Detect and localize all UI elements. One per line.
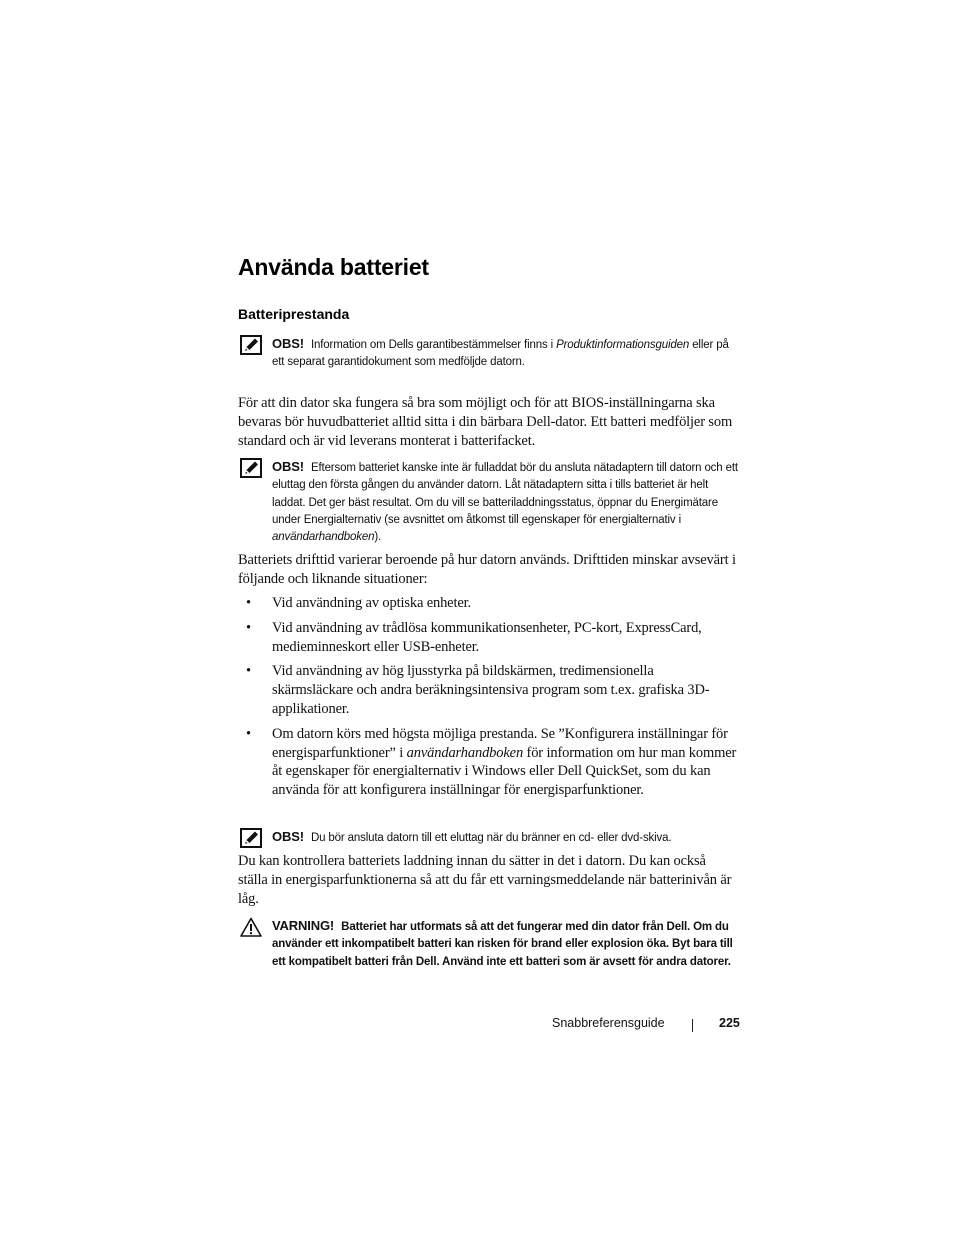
page-title: Använda batteriet <box>238 254 429 280</box>
bullet-list <box>238 594 738 806</box>
note-body: Eftersom batteriet kanske inte är fulladdat bör du ansluta nätadaptern till datorn och ett eluttag den första gången du använder datorn. Låt nätadaptern sitta i tills batteriet är helt laddat. Det ger bäst resultat. Om du vill se batteriladdningsstatus, öppnar du Energimätare under Energialternativ (se avsnittet om åtkomst till egenskaper för energialternativ i <box>272 462 738 526</box>
list-item-text: Vid användning av trådlösa kommunikationsenheter, PC-kort, ExpressCard, medieminneskort eller USB-enheter. <box>272 619 702 655</box>
note-text <box>272 828 738 847</box>
note-body: Information om Dells garantibestämmelser finns i <box>310 339 554 351</box>
note-box <box>238 458 738 546</box>
note-pencil-icon <box>240 458 262 478</box>
note-body: eller på ett separat garantidokument som medföljde datorn. <box>272 339 729 369</box>
warning-box <box>238 917 738 971</box>
list-item <box>238 594 738 613</box>
bullet-glyph: • <box>246 663 251 680</box>
note-body: ). <box>374 531 382 544</box>
body-paragraph: För att din dator ska fungera så bra som möjligt och för att BIOS-inställningarna ska bevaras bör huvudbatteriet alltid sitta i din bärbara Dell-dator. Ett batteri medföljer som standard och är vid leverans monterat i batterifacket. <box>238 395 733 449</box>
note-pencil-icon <box>240 335 262 355</box>
list-item <box>238 725 738 800</box>
bullet-glyph: • <box>246 619 251 636</box>
bullet-glyph: • <box>246 595 251 611</box>
page-number: 225 <box>719 1016 740 1030</box>
list-item-italic: användarhandboken <box>406 744 524 761</box>
list-item-text: Vid användning av hög ljusstyrka på bildskärmen, tredimensionella skärmsläckare och andra beräkningsintensiva program som t.ex. grafiska 3D-applikationer. <box>272 663 710 717</box>
note-text <box>272 335 738 372</box>
list-item-text: Vid användning av optiska enheter. <box>272 595 471 611</box>
note-body: Du bör ansluta datorn till ett eluttag när du bränner en cd- eller dvd-skiva. <box>310 832 672 844</box>
section-title: Batteriprestanda <box>238 306 350 322</box>
warning-text <box>272 917 738 971</box>
note-text <box>272 458 738 546</box>
list-item-text: Om datorn körs med högsta möjliga prestanda. Se ”Konfigurera inställningar för energisparfunktioner” i <box>272 725 728 761</box>
bullet-glyph: • <box>246 725 251 742</box>
list-item-text: för information om hur man kommer åt egenskaper för energialternativ i Windows eller Dell QuickSet, som du kan använda för att konfigurera inställningar för energisparfunktioner. <box>272 744 737 799</box>
body-paragraph: Batteriets drifttid varierar beroende på hur datorn används. Drifttiden minskar avsevärt i följande och liknande situationer: <box>238 552 736 587</box>
list-item <box>238 619 738 657</box>
note-box <box>238 828 738 847</box>
warning-triangle-icon <box>240 917 262 937</box>
body-paragraph: Du kan kontrollera batteriets laddning innan du sätter in det i datorn. Du kan också ställa in energisparfunktionerna så att du får ett varningsmeddelande när batterinivån är låg. <box>238 853 732 907</box>
footer-guide-name: Snabbreferensguide <box>552 1016 665 1030</box>
note-box <box>238 335 738 372</box>
note-italic: användarhandboken <box>272 531 375 544</box>
note-label: OBS! <box>272 459 304 474</box>
warning-label: VARNING! <box>272 918 335 933</box>
note-label: OBS! <box>272 336 304 351</box>
list-item <box>238 662 738 718</box>
note-pencil-icon <box>240 828 262 848</box>
note-label: OBS! <box>272 829 304 844</box>
note-italic: Produktinformationsguiden <box>556 339 690 351</box>
footer-divider <box>692 1019 693 1032</box>
warning-body: Batteriet har utformats så att det fungerar med din dator från Dell. Om du använder ett inkompatibelt batteri kan risken för brand eller explosion öka. Byt bara till ett kompatibelt batteri från Dell. Använd inte ett batteri som är avsett för andra datorer. <box>272 921 733 968</box>
